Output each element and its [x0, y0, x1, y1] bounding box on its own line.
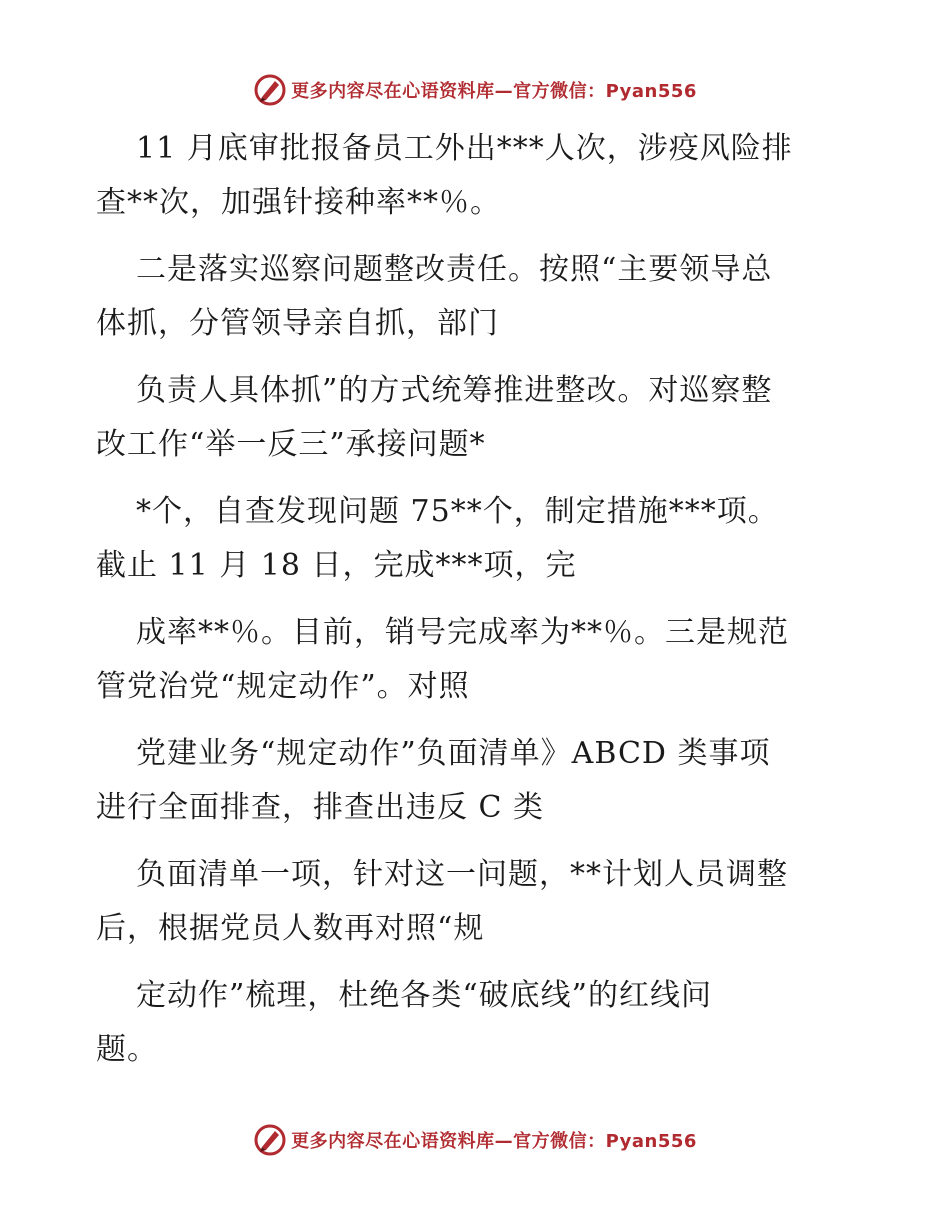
text-line: *个，自查发现问题 75**个，制定措施***项。	[136, 494, 779, 529]
text-line: 党建业务“规定动作”负面清单》ABCD 类事项	[136, 736, 771, 771]
text-line: 负责人具体抓”的方式统筹推进整改。对巡察整	[136, 373, 773, 408]
text-line: 体抓，分管领导亲自抓，部门	[96, 306, 499, 341]
footer-banner	[0, 1120, 950, 1160]
footer-banner-text: 更多内容尽在心语资料库—官方微信：Pyan556	[291, 1131, 697, 1152]
text-line: 查**次，加强针接种率**％。	[96, 185, 501, 220]
text-line: 题。	[96, 1032, 158, 1067]
text-line: 成率**％。目前，销号完成率为**％。三是规范	[136, 615, 789, 650]
text-line: 进行全面排查，排查出违反 C 类	[96, 790, 545, 825]
pen-logo-icon	[253, 73, 287, 107]
text-line: 二是落实巡察问题整改责任。按照“主要领导总	[136, 252, 773, 287]
text-line: 截止 11 月 18 日，完成***项，完	[96, 548, 577, 583]
text-line: 后，根据党员人数再对照“规	[96, 911, 485, 946]
pen-logo-icon	[253, 1123, 287, 1157]
text-line: 管党治党“规定动作”。对照	[96, 669, 470, 704]
text-line: 11 月底审批报备员工外出***人次，涉疫风险排	[136, 131, 793, 166]
text-line: 定动作”梳理，杜绝各类“破底线”的红线问	[136, 978, 713, 1013]
document-body	[96, 122, 856, 1077]
text-line: 改工作“举一反三”承接问题*	[96, 427, 486, 462]
header-banner-text: 更多内容尽在心语资料库—官方微信：Pyan556	[291, 81, 697, 102]
header-banner	[0, 70, 950, 110]
text-line: 负面清单一项，针对这一问题，**计划人员调整	[136, 857, 788, 892]
